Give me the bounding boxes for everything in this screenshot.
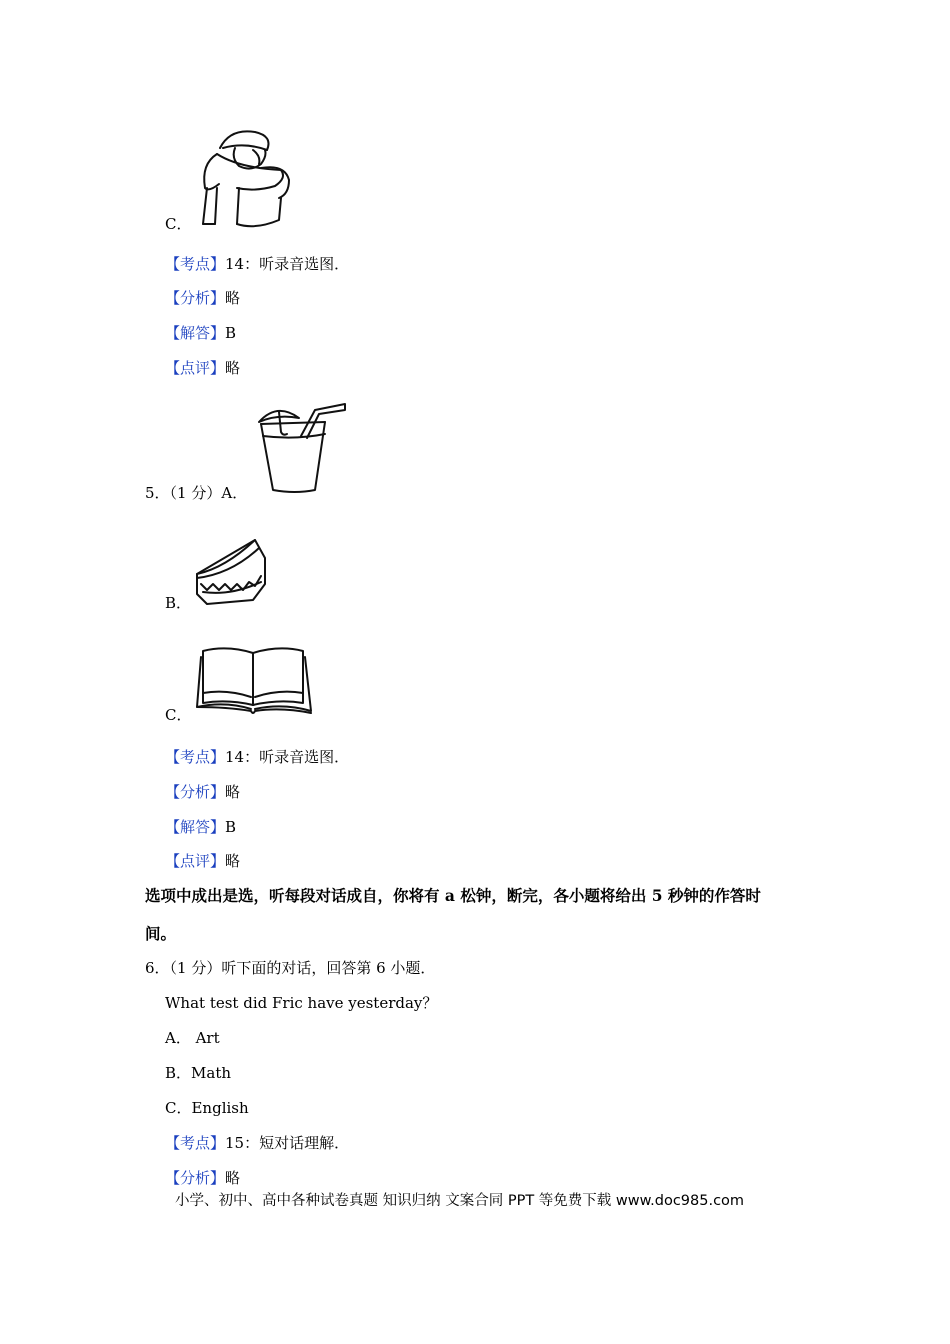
open-book-icon: [197, 645, 317, 720]
jieda-text: B: [225, 324, 237, 342]
question-5-stem: 5．（1 分）A．: [145, 484, 248, 502]
kaodian-text: 14：听录音选图．: [225, 748, 350, 766]
kaodian-tag: 【考点】: [165, 1134, 226, 1152]
fenxi-row: [165, 1168, 240, 1188]
section-instructions-line1: 选项中成出是选，听每段对话成自，你将有 a 松钟，断完，各小题将给出 5 秒钟的作答时: [145, 886, 761, 905]
option-b: B．Math: [165, 1064, 232, 1082]
section-instructions-line2: 间。: [145, 924, 177, 943]
jieda-text: B: [225, 818, 237, 836]
kaodian-tag: 【考点】: [165, 255, 226, 273]
fenxi-text: 略: [225, 783, 241, 801]
question-6-text: What test did Fric have yesterday？: [165, 994, 438, 1012]
fenxi-tag: 【分析】: [165, 289, 226, 307]
kaodian-text: 15：短对话理解．: [225, 1134, 350, 1152]
jieda-row: [165, 817, 236, 837]
fenxi-tag: 【分析】: [165, 1169, 226, 1187]
hugging-person-icon: [195, 128, 295, 228]
question-6-stem: 6．（1 分）听下面的对话，回答第 6 小题．: [145, 959, 436, 977]
kaodian-row: [165, 1133, 349, 1153]
page-footer: 小学、初中、高中各种试卷真题 知识归纳 文案合同 PPT 等免费下载 www.doc985.com: [175, 1193, 745, 1209]
dianping-tag: 【点评】: [165, 852, 226, 870]
option-c-label: C．: [165, 706, 192, 724]
jieda-tag: 【解答】: [165, 818, 226, 836]
fenxi-tag: 【分析】: [165, 783, 226, 801]
kaodian-tag: 【考点】: [165, 748, 226, 766]
fenxi-text: 略: [225, 289, 241, 307]
fenxi-text: 略: [225, 1169, 241, 1187]
kaodian-text: 14：听录音选图．: [225, 255, 350, 273]
jieda-row: [165, 323, 236, 343]
kaodian-row: [165, 254, 349, 274]
kaodian-row: [165, 747, 349, 767]
fenxi-row: [165, 782, 240, 802]
option-a: A． Art: [165, 1029, 220, 1047]
drink-cup-icon: [255, 400, 355, 500]
dianping-row: [165, 358, 240, 378]
option-c: C．English: [165, 1099, 249, 1117]
dianping-tag: 【点评】: [165, 359, 226, 377]
dianping-text: 略: [225, 852, 241, 870]
sandwich-icon: [195, 538, 275, 608]
option-c-label: C．: [165, 215, 192, 233]
option-b-label: B．: [165, 594, 192, 612]
jieda-tag: 【解答】: [165, 324, 226, 342]
dianping-text: 略: [225, 359, 241, 377]
fenxi-row: [165, 288, 240, 308]
dianping-row: [165, 851, 240, 871]
